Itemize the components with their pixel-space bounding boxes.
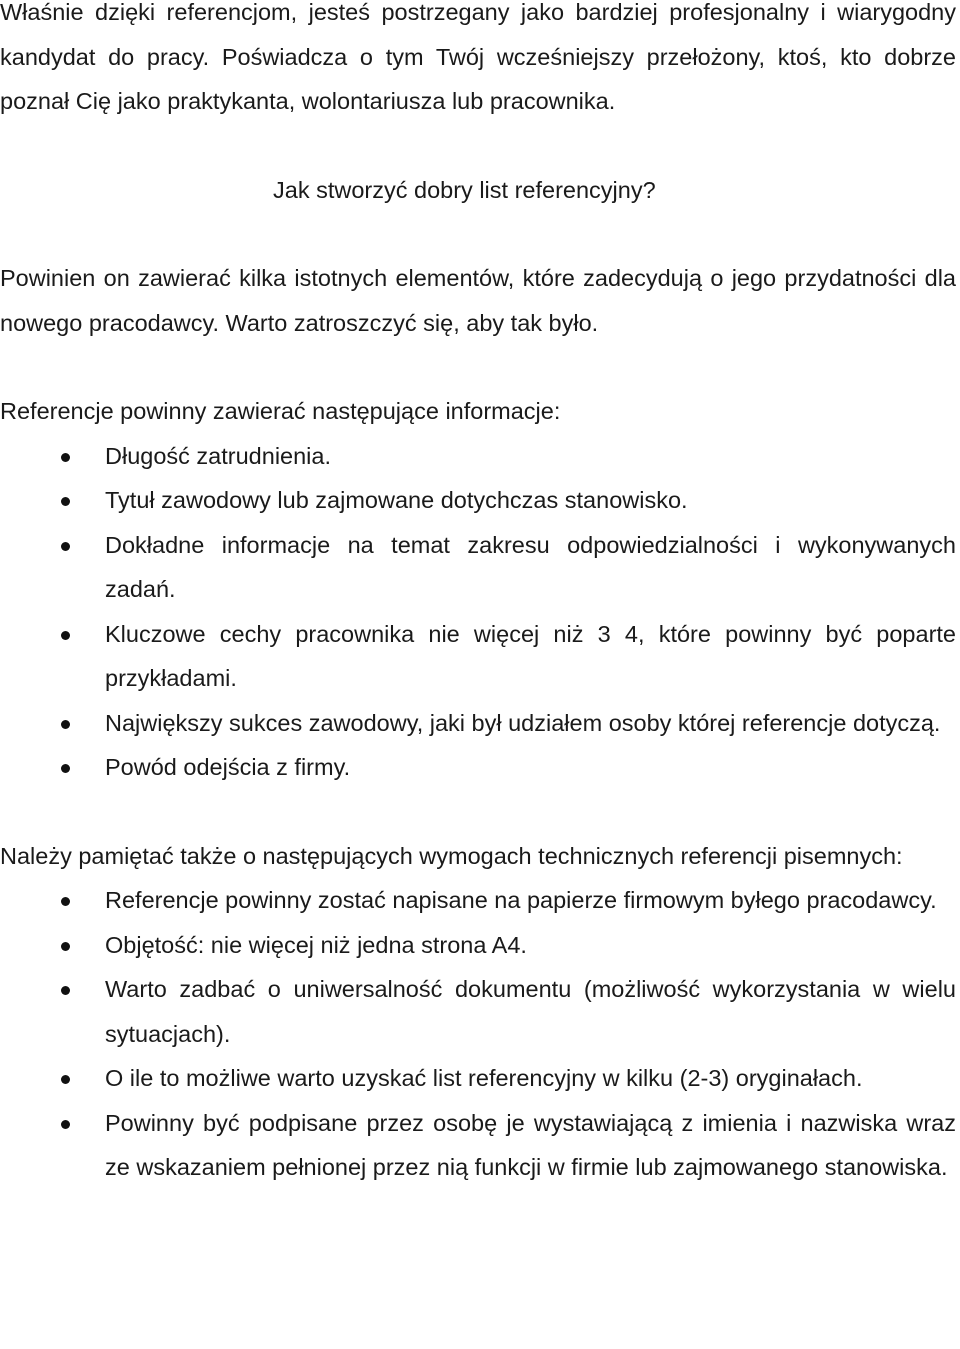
info-list-item: Kluczowe cechy pracownika nie więcej niż 3 4, które powinny być poparte przykładami.	[0, 612, 956, 701]
info-list-item: Tytuł zawodowy lub zajmowane dotychczas stanowisko.	[0, 478, 956, 523]
info-list-item: Największy sukces zawodowy, jaki był udziałem osoby której referencje dotyczą.	[0, 701, 956, 746]
technical-list-item: Warto zadbać o uniwersalność dokumentu (możliwość wykorzystania w wielu sytuacjach).	[0, 967, 956, 1056]
technical-list-item: Powinny być podpisane przez osobę je wystawiającą z imienia i nazwiska wraz ze wskazaniem pełnionej przez nią funkcji w firmie lub zajmowanego stanowiska.	[0, 1101, 956, 1190]
technical-list	[0, 878, 956, 1190]
intro-paragraph: Właśnie dzięki referencjom, jesteś postrzegany jako bardziej profesjonalny i wiarygodny kandydat do pracy. Poświadcza o tym Twój wcześniejszy przełożony, ktoś, kto dobrze poznał Cię jako praktykanta, wolontariusza lub pracownika.	[0, 0, 956, 114]
elements-paragraph: Powinien on zawierać kilka istotnych elementów, które zadecydują o jego przydatności dla nowego pracodawcy. Warto zatroszczyć się, aby tak było.	[0, 265, 956, 336]
technical-list-item: O ile to możliwe warto uzyskać list referencyjny w kilku (2-3) oryginałach.	[0, 1056, 956, 1101]
info-list-item: Dokładne informacje na temat zakresu odpowiedzialności i wykonywanych zadań.	[0, 523, 956, 612]
section-heading: Jak stworzyć dobry list referencyjny?	[273, 176, 656, 203]
info-list-intro: Referencje powinny zawierać następujące informacje:	[0, 398, 561, 424]
technical-list-item: Referencje powinny zostać napisane na papierze firmowym byłego pracodawcy.	[0, 878, 956, 923]
technical-requirements-intro: Należy pamiętać także o następujących wymogach technicznych referencji pisemnych:	[0, 842, 903, 869]
info-list-item: Powód odejścia z firmy.	[0, 745, 956, 790]
info-list	[0, 434, 956, 790]
info-list-item: Długość zatrudnienia.	[0, 434, 956, 479]
technical-list-item: Objętość: nie więcej niż jedna strona A4.	[0, 923, 956, 968]
